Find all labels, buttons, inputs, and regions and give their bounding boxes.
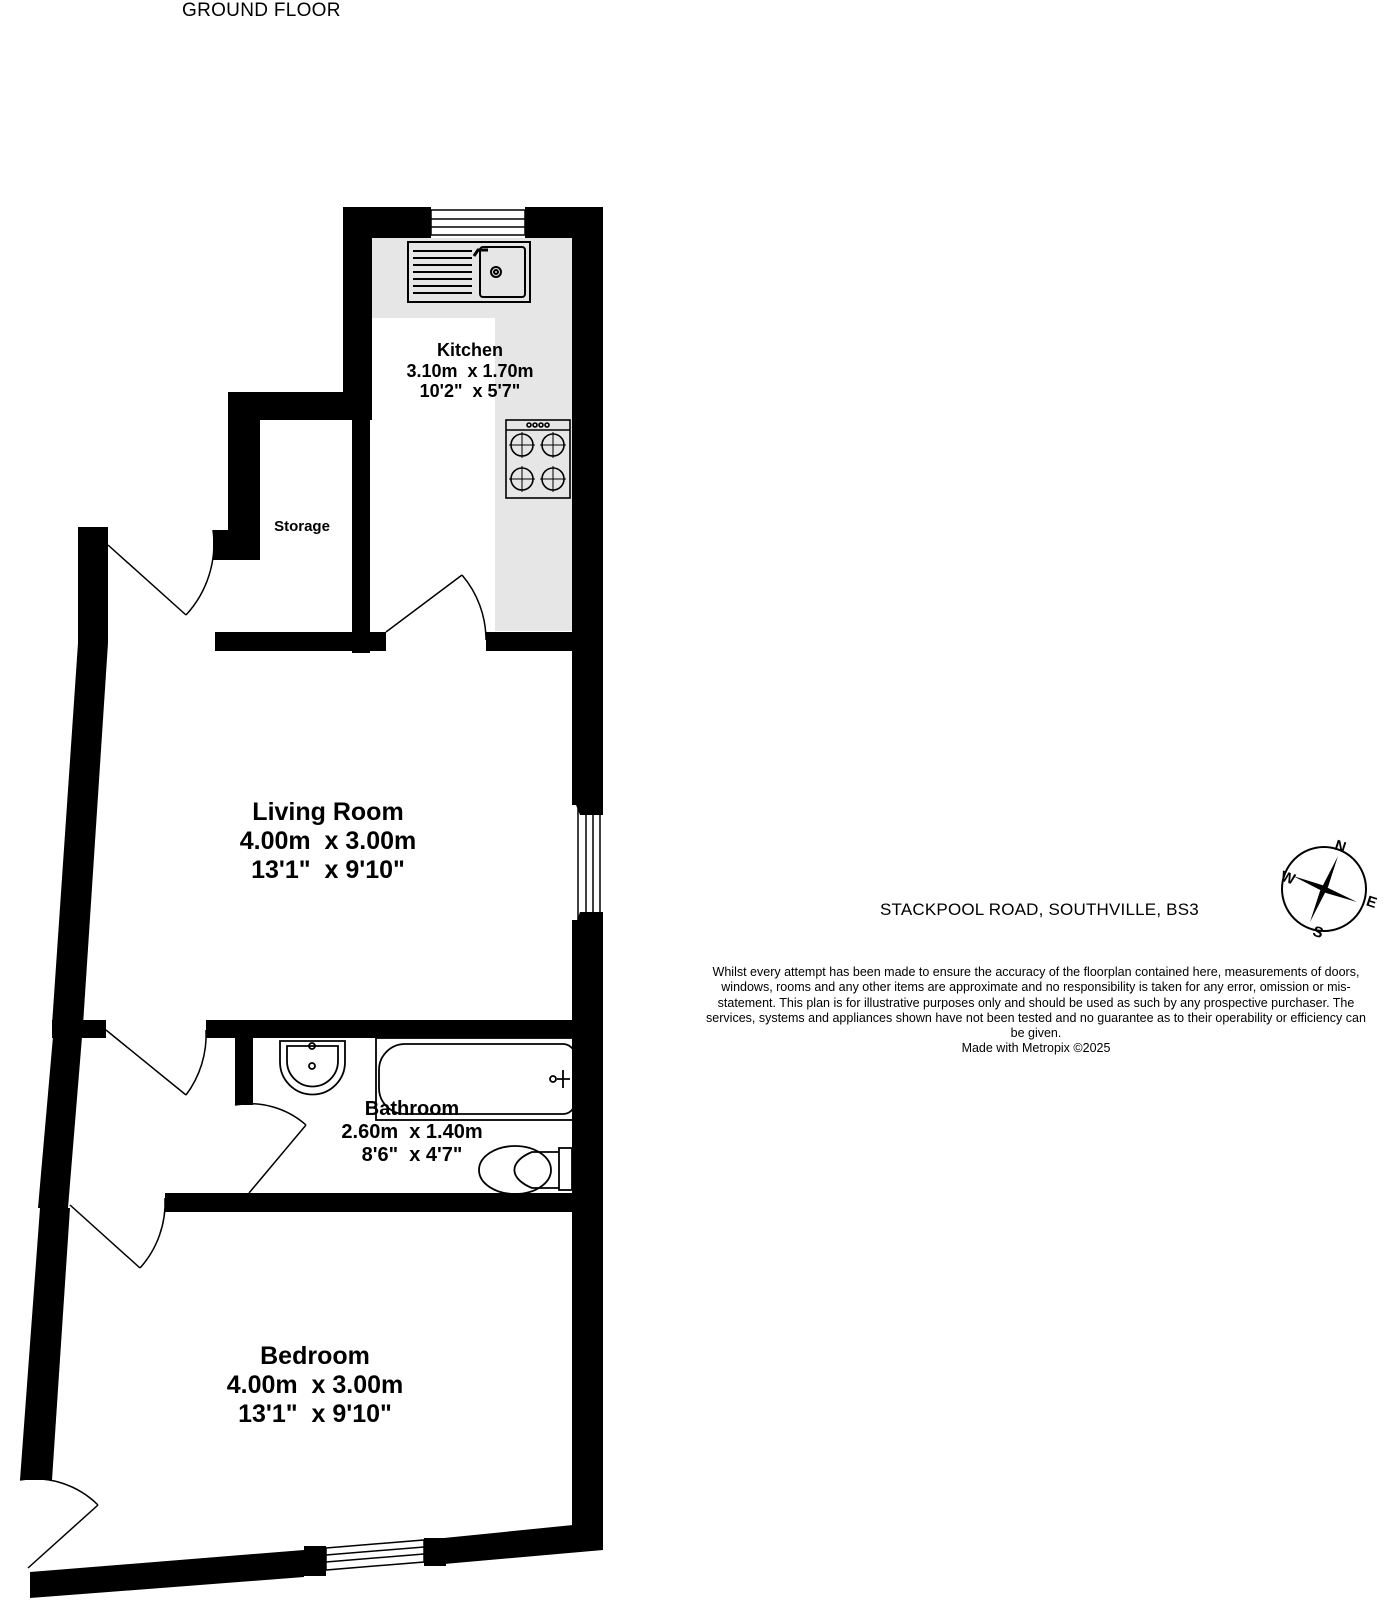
living-window-jamb-bottom — [572, 912, 603, 935]
kitchen-name: Kitchen — [436, 340, 503, 360]
basin-icon — [280, 1041, 345, 1095]
left-wall-top — [78, 527, 108, 643]
living-name: Living Room — [252, 798, 404, 826]
kitchen-window — [431, 210, 525, 235]
bath-bottom-wall — [165, 1193, 573, 1212]
bedroom-metric: 4.00m x 3.00m — [226, 1370, 404, 1399]
left-wall-lower — [20, 1208, 70, 1480]
kitchen-floor-shading — [372, 238, 572, 631]
right-wall-middle — [572, 920, 603, 1210]
kitchen-door — [386, 575, 486, 640]
window-jamb-left — [304, 1546, 326, 1576]
kitchen-imperial: 10'2" x 5'7" — [419, 381, 521, 402]
living-window — [578, 805, 600, 920]
rear-door — [20, 1479, 98, 1568]
bathroom-door — [235, 1104, 306, 1193]
storage-wall-stub — [213, 530, 260, 560]
bedroom-door — [70, 1198, 165, 1268]
bath-top-wall-right — [206, 1020, 573, 1038]
room-label-kitchen — [395, 340, 545, 402]
entrance-door — [108, 530, 214, 615]
bottom-wall-right — [444, 1522, 603, 1564]
compass-icon — [1278, 837, 1378, 942]
kitchen-right-wall — [572, 207, 603, 805]
compass-south: S — [1310, 922, 1326, 943]
window-jamb-right — [424, 1538, 446, 1566]
left-wall-upper — [52, 643, 108, 1025]
compass-north: N — [1332, 836, 1349, 857]
storage-name: Storage — [274, 518, 330, 535]
bedroom-window — [326, 1540, 424, 1570]
bathroom-imperial: 8'6" x 4'7" — [361, 1144, 463, 1166]
bottom-wall-left — [30, 1550, 304, 1598]
property-address: STACKPOOL ROAD, SOUTHVILLE, BS3 — [880, 900, 1199, 919]
living-imperial: 13'1" x 9'10" — [251, 855, 405, 884]
compass-west: W — [1278, 867, 1298, 889]
disclaimer-text: Whilst every attempt has been made to ensure the accuracy of the floorplan contained here, measurements of doors, windows, rooms and any other items are approximate and no responsibility is taken for any error, omission or mis-statement. This plan is for illustrative purposes only and should be used as such by any prospective purchaser. The services, systems and appliances shown have not been tested and no guarantee as to their operability or efficiency can be given. — [706, 965, 1366, 1040]
living-metric: 4.00m x 3.00m — [239, 826, 417, 855]
disclaimer-credit: Made with Metropix ©2025 — [961, 1041, 1111, 1056]
bedroom-imperial: 13'1" x 9'10" — [238, 1399, 392, 1428]
room-label-bedroom — [200, 1342, 430, 1428]
living-window-jamb-top — [572, 795, 603, 815]
left-wall-middle — [38, 1025, 83, 1208]
bathroom-metric: 2.60m x 1.40m — [341, 1121, 483, 1143]
kitchen-inner-wall — [352, 420, 370, 653]
room-label-living — [218, 798, 438, 884]
right-wall-lower — [572, 1210, 603, 1550]
bath-top-wall-left — [52, 1020, 106, 1038]
kitchen-metric: 3.10m x 1.70m — [406, 360, 534, 381]
living-top-wall-left — [215, 632, 386, 651]
kitchen-left-wall — [343, 207, 372, 420]
floor-label: GROUND FLOOR — [182, 0, 341, 21]
room-label-bathroom — [322, 1098, 502, 1167]
hall-door — [106, 1030, 206, 1095]
room-label-storage — [262, 518, 342, 535]
disclaimer — [706, 965, 1366, 1057]
bathroom-name: Bathroom — [364, 1098, 460, 1120]
bath-left-wall — [235, 1038, 253, 1105]
bedroom-name: Bedroom — [260, 1342, 370, 1370]
compass-east: E — [1364, 892, 1379, 913]
living-top-wall-right — [486, 632, 572, 651]
